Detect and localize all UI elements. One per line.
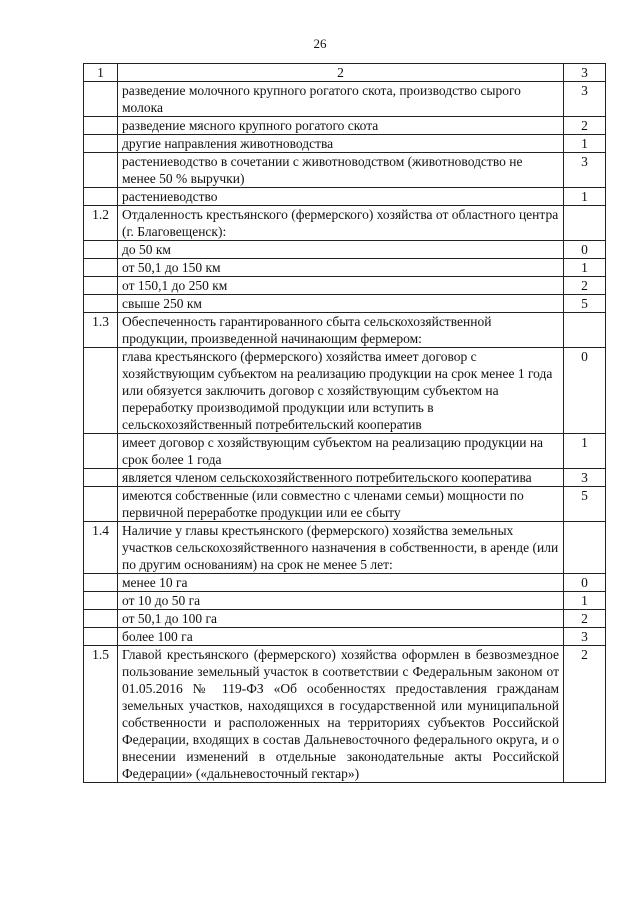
row-score: 5 xyxy=(564,295,606,313)
table-row xyxy=(84,135,606,153)
header-col2: 2 xyxy=(118,64,564,82)
row-number xyxy=(84,188,118,206)
row-score: 2 xyxy=(564,277,606,295)
row-text: глава крестьянского (фермерского) хозяйства имеет договор с хозяйствующим субъектом на реализацию продукции на срок менее 1 года или обязуется заключить договор с хозяйствующим субъектом на переработку производимой продукции или вступить в сельскохозяйственный потребительский кооператив xyxy=(118,348,564,434)
row-score: 1 xyxy=(564,259,606,277)
row-text: Наличие у главы крестьянского (фермерского) хозяйства земельных участков сельскохозяйственного назначения в собственности, в аренде (или по другим основаниям) на срок не менее 5 лет: xyxy=(118,522,564,574)
row-number xyxy=(84,434,118,469)
row-number xyxy=(84,487,118,522)
row-text: имеет договор с хозяйствующим субъектом на реализацию продукции на срок более 1 года xyxy=(118,434,564,469)
table-row xyxy=(84,117,606,135)
table-row xyxy=(84,574,606,592)
row-text: является членом сельскохозяйственного потребительского кооператива xyxy=(118,469,564,487)
row-text: до 50 км xyxy=(118,241,564,259)
table-row xyxy=(84,628,606,646)
row-number xyxy=(84,259,118,277)
row-score: 0 xyxy=(564,348,606,434)
header-col3: 3 xyxy=(564,64,606,82)
table-header-row xyxy=(84,64,606,82)
table-row xyxy=(84,82,606,117)
table-row xyxy=(84,206,606,241)
table-row xyxy=(84,487,606,522)
row-score: 0 xyxy=(564,241,606,259)
row-text: другие направления животноводства xyxy=(118,135,564,153)
row-text: от 50,1 до 100 га xyxy=(118,610,564,628)
row-score: 2 xyxy=(564,117,606,135)
row-text: свыше 250 км xyxy=(118,295,564,313)
table-row xyxy=(84,522,606,574)
table-row xyxy=(84,188,606,206)
table-row xyxy=(84,592,606,610)
row-score: 1 xyxy=(564,135,606,153)
page-number: 26 xyxy=(313,36,327,51)
row-text: менее 10 га xyxy=(118,574,564,592)
table-row xyxy=(84,610,606,628)
row-number: 1.4 xyxy=(84,522,118,574)
table-row xyxy=(84,469,606,487)
row-score xyxy=(564,206,606,241)
row-text: от 50,1 до 150 км xyxy=(118,259,564,277)
criteria-table xyxy=(83,63,606,783)
row-number xyxy=(84,82,118,117)
row-score: 2 xyxy=(564,610,606,628)
row-text: разведение мясного крупного рогатого скота xyxy=(118,117,564,135)
row-number xyxy=(84,348,118,434)
row-number xyxy=(84,592,118,610)
row-score: 3 xyxy=(564,469,606,487)
row-number: 1.5 xyxy=(84,646,118,783)
row-number xyxy=(84,469,118,487)
row-number xyxy=(84,295,118,313)
row-score: 1 xyxy=(564,592,606,610)
table-row xyxy=(84,153,606,188)
row-text: имеются собственные (или совместно с членами семьи) мощности по первичной переработке продукции или ее сбыту xyxy=(118,487,564,522)
row-score: 1 xyxy=(564,434,606,469)
table-row xyxy=(84,277,606,295)
row-text: растениеводство xyxy=(118,188,564,206)
row-score: 0 xyxy=(564,574,606,592)
row-text: от 150,1 до 250 км xyxy=(118,277,564,295)
row-score xyxy=(564,313,606,348)
row-text: Главой крестьянского (фермерского) хозяйства оформлен в безвозмездное пользование земельный участок в соответствии с Федеральным законом от 01.05.2016 № 119-ФЗ «Об особенностях предоставления гражданам земельных участков, находящихся в государственной или муниципальной собственности и расположенных на территориях субъектов Российской Федерации, входящих в состав Дальневосточного федерального округа, и о внесении изменений в отдельные законодательные акты Российской Федерации» («дальневосточный гектар») xyxy=(118,646,564,783)
row-number xyxy=(84,153,118,188)
table-row xyxy=(84,313,606,348)
row-text: разведение молочного крупного рогатого скота, производство сырого молока xyxy=(118,82,564,117)
row-number xyxy=(84,628,118,646)
table-row xyxy=(84,241,606,259)
row-score: 3 xyxy=(564,153,606,188)
row-text: от 10 до 50 га xyxy=(118,592,564,610)
header-col1: 1 xyxy=(84,64,118,82)
row-number xyxy=(84,574,118,592)
table-row xyxy=(84,646,606,783)
table-row xyxy=(84,348,606,434)
table-row xyxy=(84,295,606,313)
row-text: Обеспеченность гарантированного сбыта сельскохозяйственной продукции, произведенной начинающим фермером: xyxy=(118,313,564,348)
row-number xyxy=(84,117,118,135)
row-score: 3 xyxy=(564,628,606,646)
row-number xyxy=(84,241,118,259)
row-number xyxy=(84,610,118,628)
row-score: 1 xyxy=(564,188,606,206)
row-score: 2 xyxy=(564,646,606,783)
row-number: 1.2 xyxy=(84,206,118,241)
table-row xyxy=(84,434,606,469)
row-score: 3 xyxy=(564,82,606,117)
row-number: 1.3 xyxy=(84,313,118,348)
row-text: более 100 га xyxy=(118,628,564,646)
row-number xyxy=(84,277,118,295)
row-text: Отдаленность крестьянского (фермерского) хозяйства от областного центра (г. Благовещенск): xyxy=(118,206,564,241)
row-number xyxy=(84,135,118,153)
table-row xyxy=(84,259,606,277)
row-score xyxy=(564,522,606,574)
row-score: 5 xyxy=(564,487,606,522)
row-text: растениеводство в сочетании с животноводством (животноводство не менее 50 % выручки) xyxy=(118,153,564,188)
